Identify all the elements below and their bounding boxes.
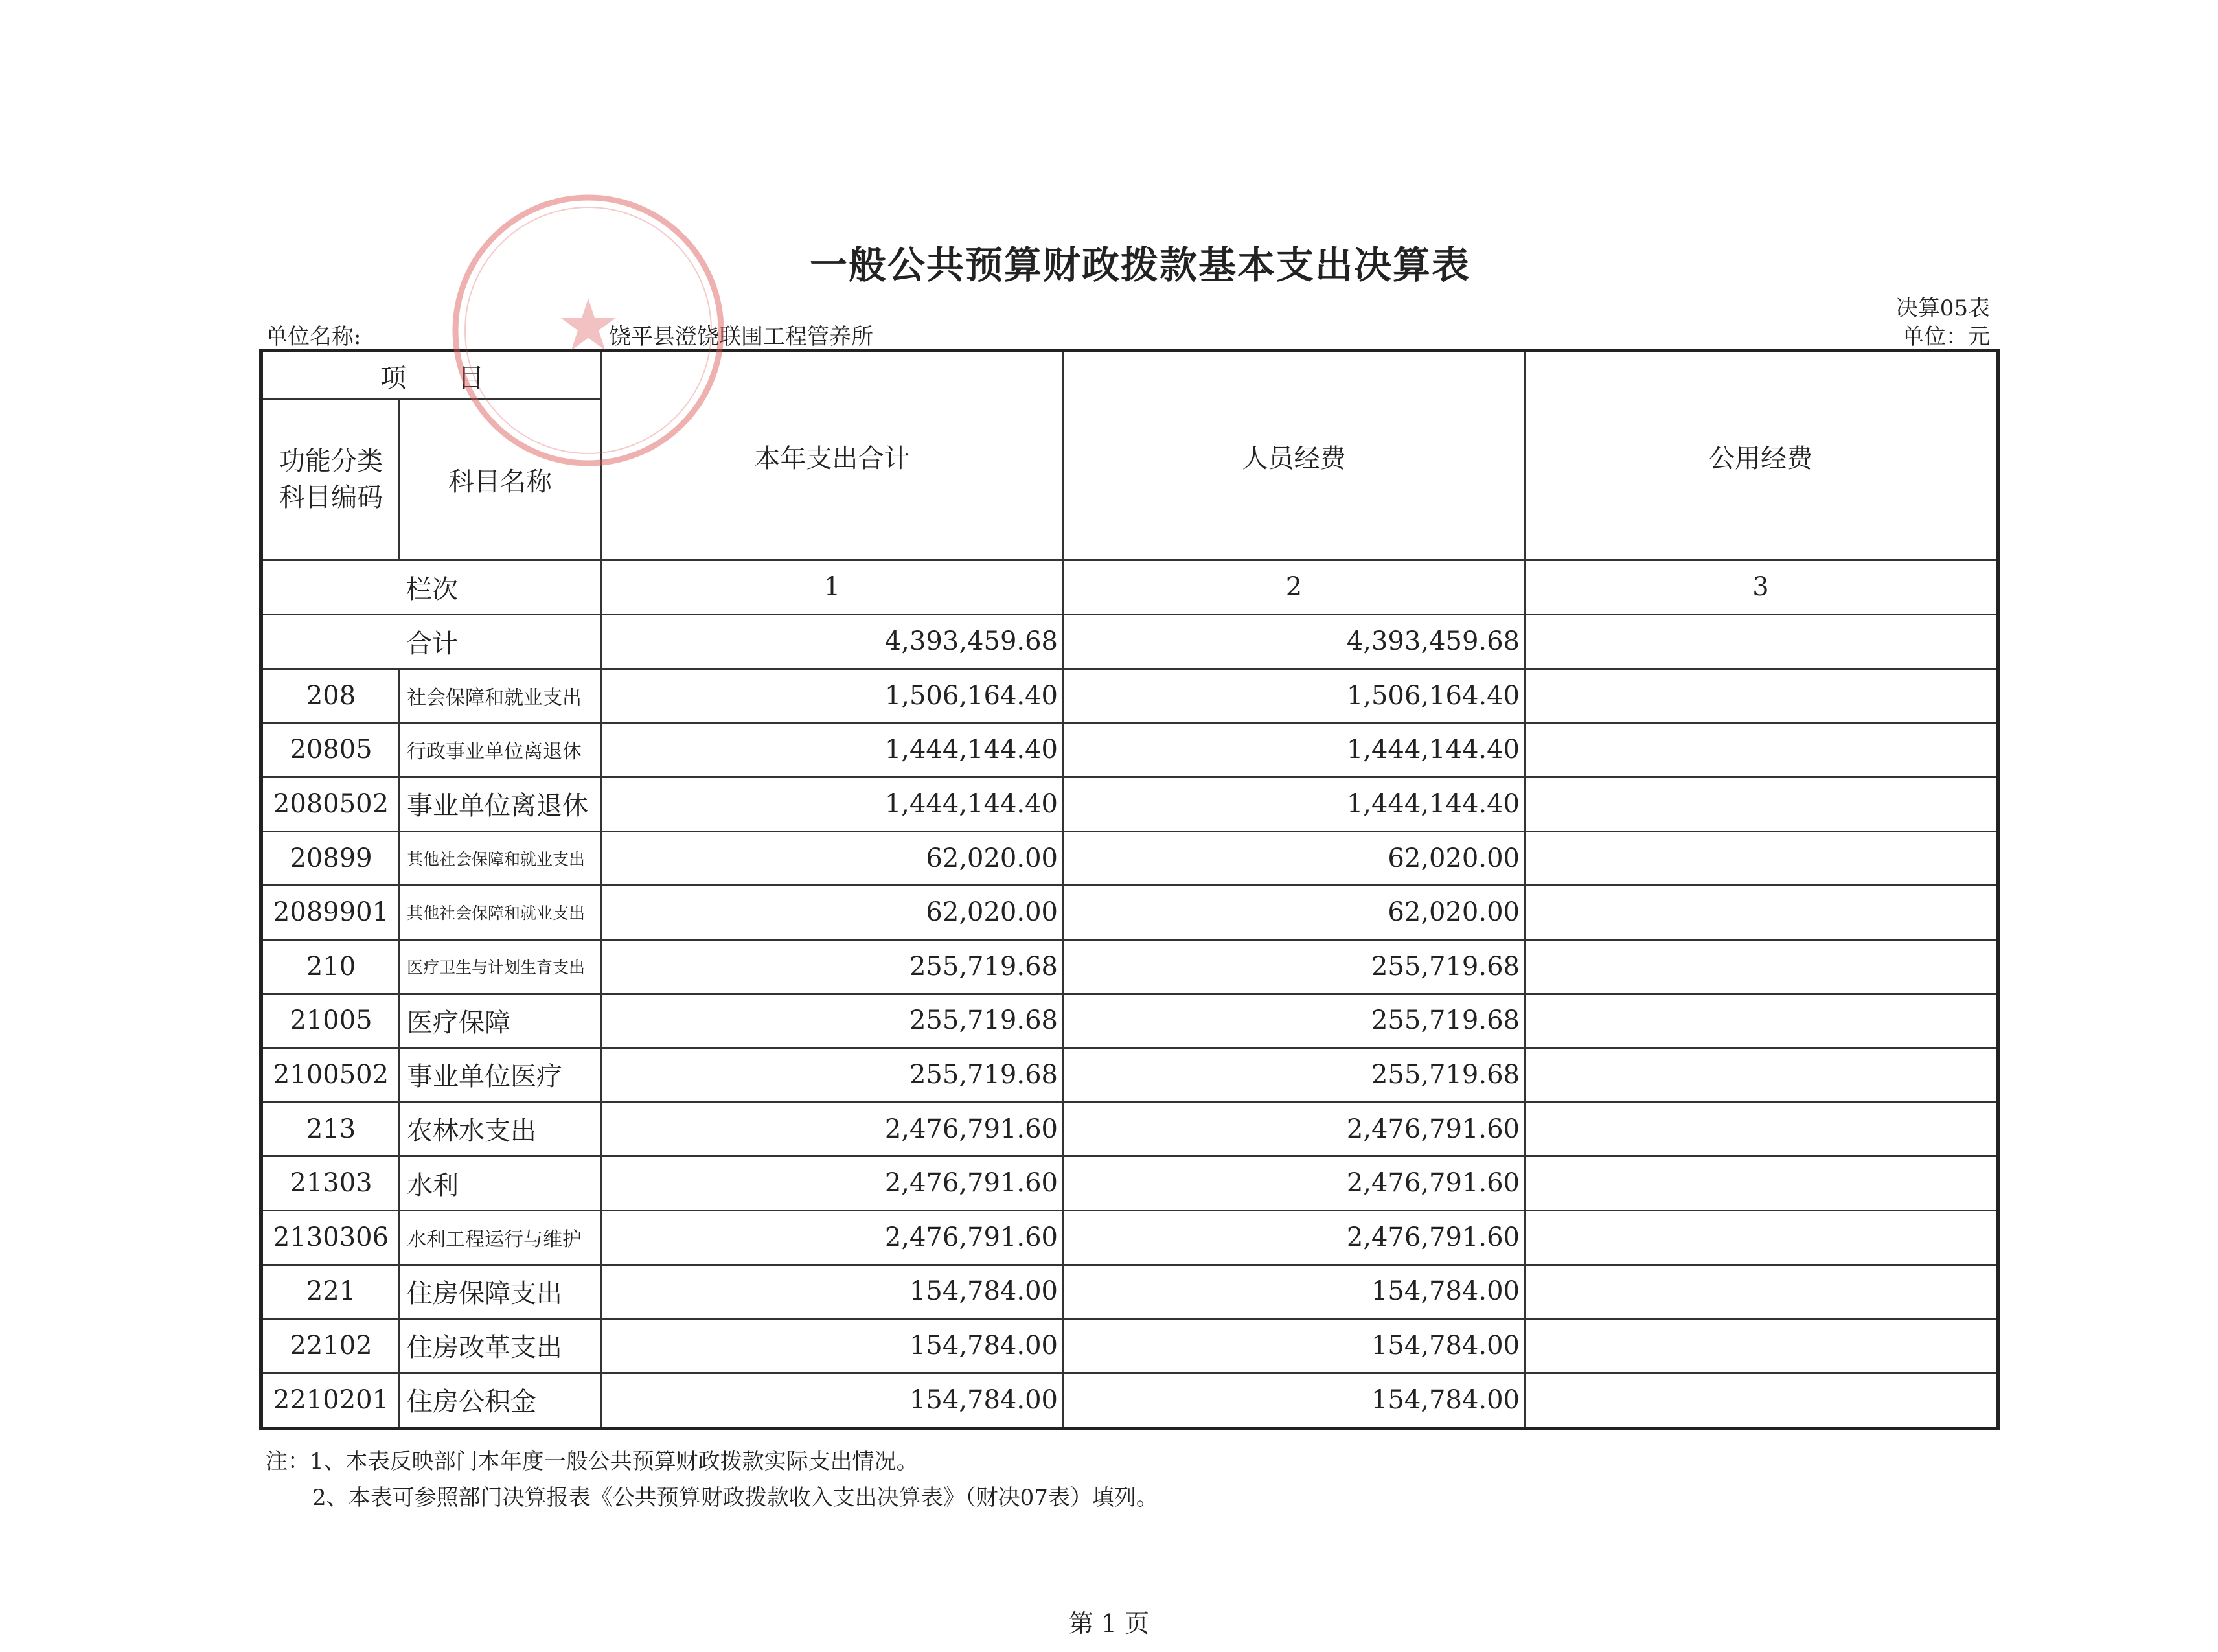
row-code: 20899	[290, 843, 372, 873]
row-public	[1525, 939, 1996, 994]
row-public	[1525, 1102, 1996, 1156]
header-code-line1: 功能分类	[279, 446, 383, 476]
row-name: 住房改革支出	[407, 1333, 562, 1363]
row-public	[1525, 994, 1996, 1048]
header-function-code	[263, 399, 399, 560]
header-total: 本年支出合计	[754, 443, 910, 474]
page-number: 第 1 页	[1068, 1609, 1150, 1638]
row-public	[1525, 1318, 1996, 1373]
row-total: 2,476,791.60	[884, 1222, 1058, 1252]
row-total: 2,476,791.60	[884, 1114, 1058, 1144]
row-code: 20805	[290, 735, 372, 765]
row-public	[1525, 831, 1996, 886]
row-personnel: 154,784.00	[1371, 1384, 1520, 1415]
row-total: 154,784.00	[909, 1384, 1058, 1415]
row-code: 221	[306, 1276, 356, 1307]
unit-name-label: 单位名称:	[266, 324, 361, 350]
row-public	[1525, 669, 1996, 723]
row-code: 22102	[290, 1330, 372, 1360]
document-title: 一般公共预算财政拨款基本支出决算表	[810, 243, 1471, 287]
unit-info-row	[266, 319, 1990, 350]
row-total: 1,444,144.40	[884, 735, 1058, 765]
row-name: 事业单位医疗	[407, 1062, 562, 1092]
row-public	[1525, 1156, 1996, 1210]
row-code: 2130306	[273, 1222, 389, 1252]
svg-text:★: ★	[556, 284, 621, 367]
row-personnel: 255,719.68	[1371, 1059, 1520, 1090]
row-code: 210	[306, 951, 356, 981]
row-name: 水利工程运行与维护	[407, 1228, 582, 1251]
row-code: 2089901	[273, 897, 389, 928]
row-code: 2080502	[273, 788, 389, 819]
header-public: 公用经费	[1709, 443, 1812, 474]
row-total: 255,719.68	[909, 1059, 1058, 1090]
row-name: 住房保障支出	[407, 1278, 562, 1309]
row-personnel: 2,476,791.60	[1346, 1168, 1520, 1199]
total-personnel: 4,393,459.68	[1346, 626, 1520, 656]
row-total: 1,444,144.40	[884, 788, 1058, 819]
row-personnel: 1,444,144.40	[1346, 735, 1520, 765]
seq-3: 3	[1752, 572, 1769, 602]
header-code-line2: 科目编码	[279, 483, 383, 512]
row-public	[1525, 1048, 1996, 1102]
row-public	[1525, 885, 1996, 939]
note-1: 注：1、本表反映部门本年度一般公共预算财政拨款实际支出情况。	[266, 1449, 919, 1474]
seq-1: 1	[823, 572, 841, 602]
row-personnel: 1,506,164.40	[1346, 680, 1520, 711]
row-total: 154,784.00	[909, 1330, 1058, 1360]
row-public	[1525, 1373, 1996, 1427]
row-personnel: 255,719.68	[1371, 951, 1520, 981]
row-code: 208	[306, 680, 356, 711]
expenditure-table	[259, 349, 2000, 1430]
notes	[266, 1443, 1158, 1516]
row-name: 医疗卫生与计划生育支出	[407, 958, 586, 977]
row-personnel: 255,719.68	[1371, 1005, 1520, 1036]
total-amount: 4,393,459.68	[884, 626, 1058, 656]
form-number: 决算05表	[1895, 295, 1990, 321]
row-total: 62,020.00	[926, 897, 1058, 928]
row-name: 水利	[407, 1170, 459, 1200]
total-public	[1525, 614, 1996, 669]
row-public	[1525, 1265, 1996, 1319]
row-total: 255,719.68	[909, 951, 1058, 981]
row-total: 2,476,791.60	[884, 1168, 1058, 1199]
row-personnel: 154,784.00	[1371, 1330, 1520, 1360]
row-total: 1,506,164.40	[884, 680, 1058, 711]
row-public	[1525, 723, 1996, 777]
row-name: 医疗保障	[407, 1007, 510, 1038]
row-code: 21303	[290, 1168, 372, 1199]
row-name: 农林水支出	[407, 1116, 536, 1147]
row-name: 社会保障和就业支出	[407, 686, 582, 709]
unit-name-value: 饶平县澄饶联围工程管养所	[609, 324, 873, 350]
row-personnel: 62,020.00	[1388, 843, 1520, 873]
header-item: 项 目	[380, 363, 484, 393]
total-label: 合计	[406, 628, 458, 659]
row-total: 255,719.68	[909, 1005, 1058, 1036]
currency-unit: 单位：元	[1902, 324, 1990, 350]
row-total: 154,784.00	[909, 1276, 1058, 1307]
row-code: 21005	[290, 1005, 372, 1036]
row-name: 其他社会保障和就业支出	[407, 849, 586, 869]
header-subject-name: 科目名称	[448, 466, 552, 497]
row-personnel: 2,476,791.60	[1346, 1114, 1520, 1144]
note-2: 2、本表可参照部门决算报表《公共预算财政拨款收入支出决算表》（财决07表）填列。	[312, 1485, 1158, 1511]
seq-2: 2	[1285, 572, 1303, 602]
row-personnel: 1,444,144.40	[1346, 788, 1520, 819]
row-name: 住房公积金	[407, 1387, 536, 1417]
row-name: 事业单位离退休	[407, 791, 588, 821]
row-name: 行政事业单位离退休	[407, 740, 582, 764]
row-code: 2210201	[273, 1384, 389, 1415]
row-personnel: 2,476,791.60	[1346, 1222, 1520, 1252]
seq-label: 栏次	[406, 574, 458, 604]
row-name: 其他社会保障和就业支出	[407, 904, 586, 923]
header-personnel: 人员经费	[1242, 443, 1346, 474]
row-code: 2100502	[273, 1059, 389, 1090]
row-code: 213	[306, 1114, 356, 1144]
row-public	[1525, 1210, 1996, 1265]
row-personnel: 154,784.00	[1371, 1276, 1520, 1307]
row-personnel: 62,020.00	[1388, 897, 1520, 928]
row-public	[1525, 777, 1996, 831]
row-total: 62,020.00	[926, 843, 1058, 873]
